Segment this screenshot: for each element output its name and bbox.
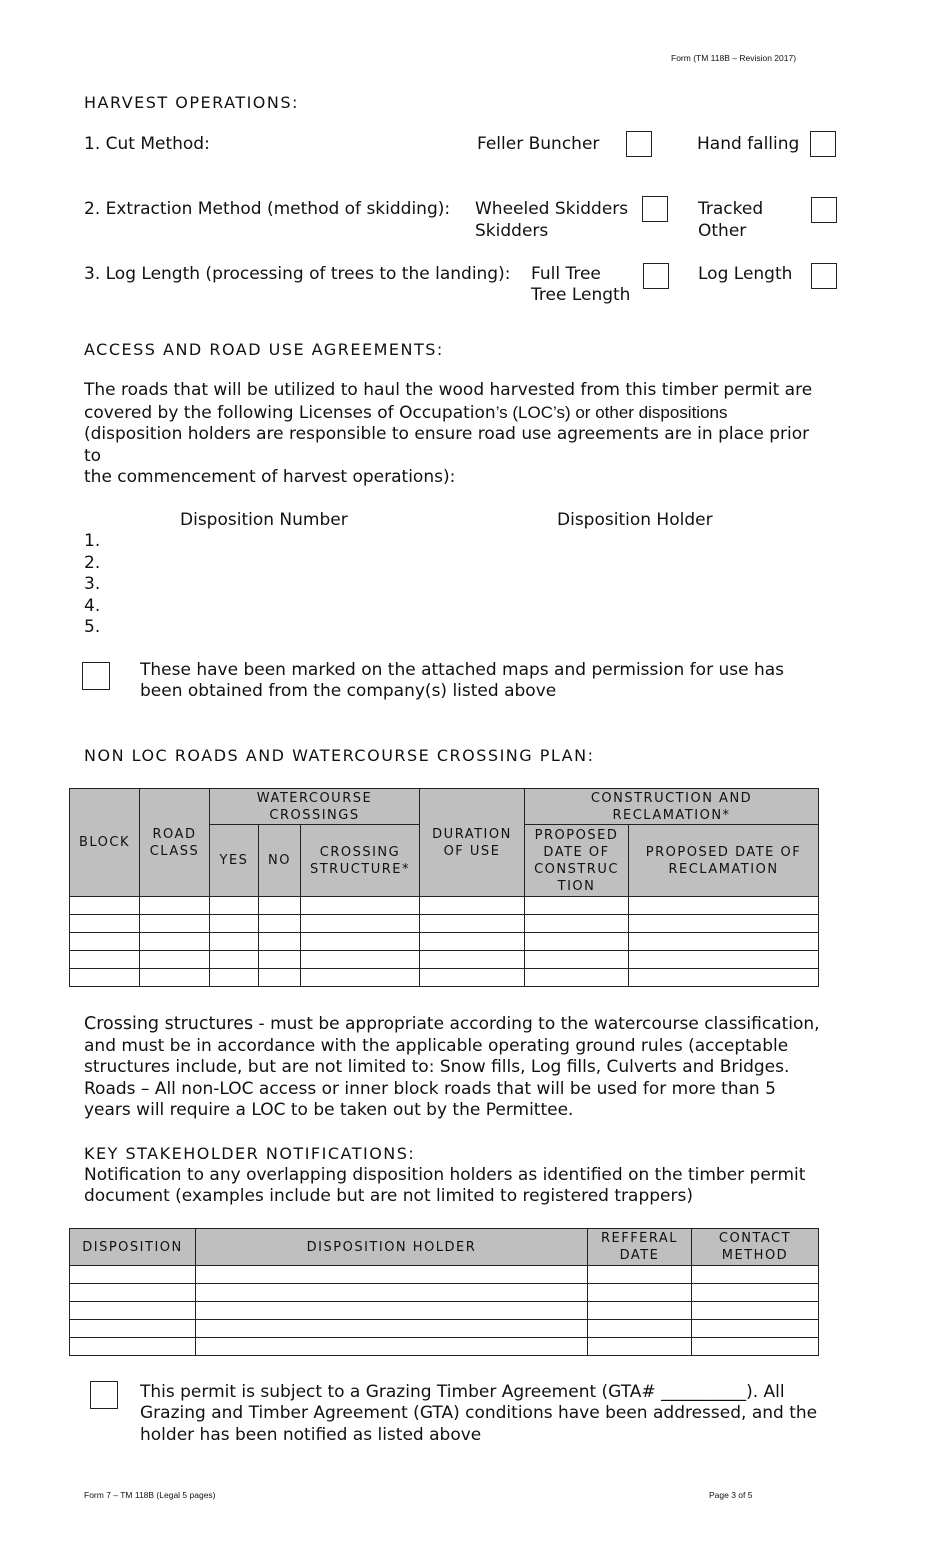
table-cell[interactable] <box>525 951 629 969</box>
list-item: 1. <box>84 531 101 551</box>
table-cell[interactable] <box>301 915 420 933</box>
log-length-method-label: 3. Log Length (processing of trees to the landing): <box>84 264 511 284</box>
table-cell[interactable] <box>196 1320 588 1338</box>
table-cell[interactable] <box>196 1284 588 1302</box>
table-cell[interactable] <box>588 1320 692 1338</box>
proposed-construction-date-header: PROPOSED DATE OF CONSTRUC TION <box>525 825 629 897</box>
table-cell[interactable] <box>70 1284 196 1302</box>
table-cell[interactable] <box>629 969 819 987</box>
list-item: 3. <box>84 574 101 594</box>
other-label: Other <box>698 221 747 241</box>
contact-method-header: CONTACT METHOD <box>692 1229 819 1266</box>
table-row <box>70 1266 819 1284</box>
maps-permission-text: been obtained from the company(s) listed above <box>140 681 557 701</box>
log-length-label: Log Length <box>698 264 793 284</box>
hand-falling-label: Hand falling <box>697 134 800 154</box>
roads-term: Roads – <box>84 1078 150 1099</box>
table-row <box>70 1320 819 1338</box>
table-cell[interactable] <box>420 915 525 933</box>
disposition-holder-header: Disposition Holder <box>557 510 713 530</box>
table-row <box>70 1302 819 1320</box>
table-cell[interactable] <box>196 1302 588 1320</box>
access-road-heading: ACCESS AND ROAD USE AGREEMENTS: <box>84 340 444 359</box>
footer-page-number: Page 3 of 5 <box>709 1490 753 1500</box>
construction-reclamation-header: CONSTRUCTION AND RECLAMATION* <box>525 789 819 825</box>
hand-falling-checkbox[interactable] <box>810 131 836 157</box>
duration-of-use-header: DURATION OF USE <box>420 789 525 897</box>
cut-method-label: 1. Cut Method: <box>84 134 210 154</box>
access-paragraph-line: the commencement of harvest operations): <box>84 467 456 487</box>
table-cell[interactable] <box>420 969 525 987</box>
note-line <box>84 1079 824 1101</box>
note-text: - must be appropriate according to the watercourse classification, <box>253 1014 820 1034</box>
table-row <box>70 969 819 987</box>
note-text: All non-LOC access or inner block roads that will be used for more than 5 <box>149 1078 776 1099</box>
table-cell[interactable] <box>70 1302 196 1320</box>
note-line: years will require a LOC to be taken out by the Permittee. <box>84 1100 574 1120</box>
table-cell[interactable] <box>140 897 210 915</box>
table-cell[interactable] <box>301 933 420 951</box>
table-cell[interactable] <box>692 1338 819 1356</box>
table-cell[interactable] <box>525 897 629 915</box>
access-paragraph-line <box>84 402 824 425</box>
table-cell[interactable] <box>210 969 259 987</box>
table-cell[interactable] <box>259 951 301 969</box>
table-cell[interactable] <box>210 951 259 969</box>
table-cell[interactable] <box>140 933 210 951</box>
stakeholder-heading: KEY STAKEHOLDER NOTIFICATIONS: <box>84 1144 416 1163</box>
table-cell[interactable] <box>629 897 819 915</box>
proposed-reclamation-date-header: PROPOSED DATE OF RECLAMATION <box>629 825 819 897</box>
table-cell[interactable] <box>525 969 629 987</box>
table-cell[interactable] <box>70 969 140 987</box>
tree-length-label: Tree Length <box>531 285 631 305</box>
table-row <box>70 915 819 933</box>
table-cell[interactable] <box>692 1284 819 1302</box>
table-cell[interactable] <box>301 969 420 987</box>
table-cell[interactable] <box>692 1266 819 1284</box>
access-paragraph-part: ’s (LOC’s) or other dispositions <box>495 402 728 422</box>
full-tree-label: Full Tree <box>531 264 601 284</box>
table-cell[interactable] <box>588 1338 692 1356</box>
table-cell[interactable] <box>629 933 819 951</box>
table-cell[interactable] <box>588 1266 692 1284</box>
table-cell[interactable] <box>196 1338 588 1356</box>
table-cell[interactable] <box>525 915 629 933</box>
table-cell[interactable] <box>301 897 420 915</box>
block-header: BLOCK <box>70 789 140 897</box>
table-cell[interactable] <box>420 897 525 915</box>
table-cell[interactable] <box>629 915 819 933</box>
note-line: structures include, but are not limited to: Snow fills, Log fills, Culverts and Bridges. <box>84 1057 790 1077</box>
harvest-operations-heading: HARVEST OPERATIONS: <box>84 93 299 112</box>
maps-permission-checkbox[interactable] <box>82 662 110 690</box>
stakeholder-paragraph: Notification to any overlapping disposition holders as identified on the timber permit <box>84 1165 806 1185</box>
note-line <box>84 1014 824 1036</box>
table-cell[interactable] <box>70 933 140 951</box>
extraction-method-label: 2. Extraction Method (method of skidding): <box>84 199 451 219</box>
table-cell[interactable] <box>140 951 210 969</box>
table-cell[interactable] <box>70 897 140 915</box>
table-cell[interactable] <box>210 915 259 933</box>
note-line: and must be in accordance with the applicable operating ground rules (acceptable <box>84 1035 789 1056</box>
table-cell[interactable] <box>70 951 140 969</box>
tracked-checkbox[interactable] <box>811 197 837 223</box>
table-cell[interactable] <box>301 951 420 969</box>
table-cell[interactable] <box>259 933 301 951</box>
no-header: NO <box>259 825 301 897</box>
stakeholder-paragraph: document (examples include but are not limited to registered trappers) <box>84 1186 693 1206</box>
table-cell[interactable] <box>140 969 210 987</box>
disposition-header: DISPOSITION <box>70 1229 196 1266</box>
table-cell[interactable] <box>210 933 259 951</box>
crossing-structures-note <box>84 1014 824 1122</box>
wheeled-skidders-label: Wheeled Skidders <box>475 199 629 219</box>
maps-permission-text: These have been marked on the attached maps and permission for use has <box>140 660 784 680</box>
gta-text: Grazing and Timber Agreement (GTA) conditions have been addressed, and the <box>140 1403 818 1423</box>
table-cell[interactable] <box>259 897 301 915</box>
table-cell[interactable] <box>70 1338 196 1356</box>
table-cell[interactable] <box>259 969 301 987</box>
table-cell[interactable] <box>70 915 140 933</box>
table-cell[interactable] <box>629 951 819 969</box>
table-cell[interactable] <box>70 1266 196 1284</box>
gta-checkbox[interactable] <box>90 1381 118 1409</box>
access-paragraph-line: (disposition holders are responsible to ensure road use agreements are in place prior to <box>84 424 810 466</box>
list-item: 5. <box>84 617 101 637</box>
table-cell[interactable] <box>420 933 525 951</box>
feller-buncher-checkbox[interactable] <box>626 131 652 157</box>
yes-header: YES <box>210 825 259 897</box>
disposition-holder-col-header: DISPOSITION HOLDER <box>196 1229 588 1266</box>
log-length-checkbox[interactable] <box>811 263 837 289</box>
access-paragraph <box>84 380 824 489</box>
footer-form-id: Form 7 – TM 118B (Legal 5 pages) <box>84 1490 216 1500</box>
feller-buncher-label: Feller Buncher <box>477 134 600 154</box>
crossing-structure-header: CROSSING STRUCTURE* <box>301 825 420 897</box>
table-row <box>70 897 819 915</box>
table-cell[interactable] <box>259 915 301 933</box>
wheeled-skidders-checkbox[interactable] <box>642 196 668 222</box>
nonloc-roads-heading: NON LOC ROADS AND WATERCOURSE CROSSING PLAN: <box>84 746 595 765</box>
list-item: 4. <box>84 596 101 616</box>
table-cell[interactable] <box>196 1266 588 1284</box>
form-revision-header: Form (TM 118B – Revision 2017) <box>671 53 797 63</box>
table-cell[interactable] <box>525 933 629 951</box>
table-cell[interactable] <box>140 915 210 933</box>
full-tree-checkbox[interactable] <box>643 263 669 289</box>
table-row <box>70 933 819 951</box>
table-cell[interactable] <box>588 1302 692 1320</box>
gta-text: holder has been notified as listed above <box>140 1425 482 1445</box>
table-cell[interactable] <box>692 1320 819 1338</box>
access-paragraph-part: covered by the following Licenses of Occupation <box>84 402 496 423</box>
stakeholder-table <box>69 1228 819 1356</box>
table-cell[interactable] <box>70 1320 196 1338</box>
access-paragraph-line: The roads that will be utilized to haul the wood harvested from this timber permit are <box>84 380 813 400</box>
list-item: 2. <box>84 553 101 573</box>
referral-date-header: REFFERAL DATE <box>588 1229 692 1266</box>
crossing-structures-term: Crossing structures <box>84 1014 254 1034</box>
table-cell[interactable] <box>210 897 259 915</box>
skidders-label: Skidders <box>475 221 549 241</box>
table-cell[interactable] <box>692 1302 819 1320</box>
crossing-plan-table <box>69 788 819 987</box>
gta-text: This permit is subject to a Grazing Timber Agreement (GTA# __________). All <box>140 1382 785 1402</box>
table-row <box>70 1284 819 1302</box>
tracked-label: Tracked <box>698 199 764 219</box>
table-row <box>70 951 819 969</box>
table-row <box>70 1338 819 1356</box>
road-class-header: ROAD CLASS <box>140 789 210 897</box>
disposition-number-header: Disposition Number <box>180 510 348 530</box>
table-cell[interactable] <box>420 951 525 969</box>
table-cell[interactable] <box>588 1284 692 1302</box>
watercourse-crossings-header: WATERCOURSE CROSSINGS <box>210 789 420 825</box>
